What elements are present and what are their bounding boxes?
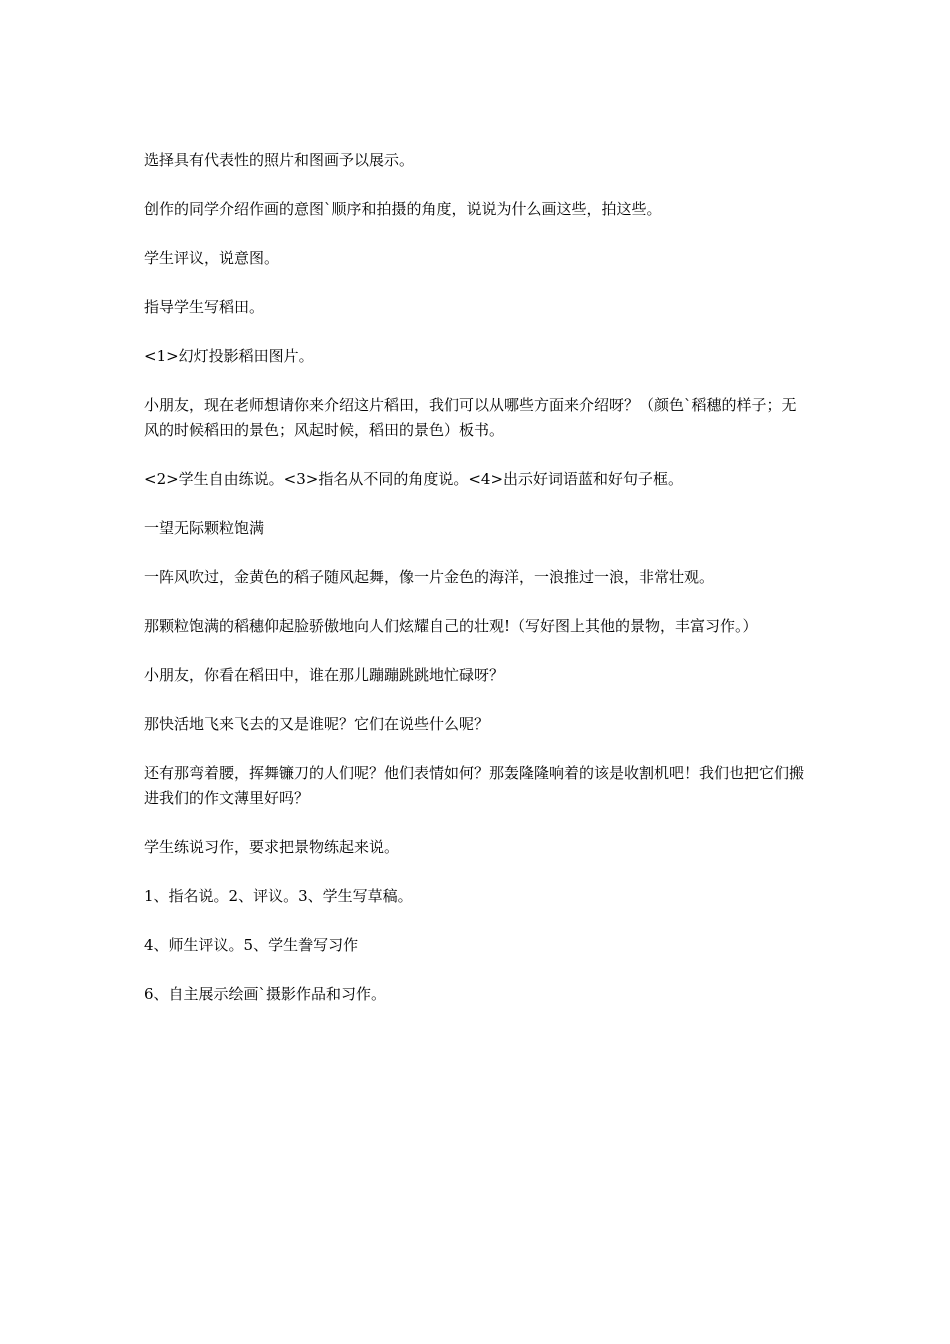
paragraph: 那颗粒饱满的稻穗仰起脸骄傲地向人们炫耀自己的壮观!（写好图上其他的景物，丰富习作。） [144, 617, 758, 635]
paragraph: <1>幻灯投影稻田图片。 [144, 347, 314, 365]
paragraph: 一阵风吹过，金黄色的稻子随风起舞，像一片金色的海洋，一浪推过一浪，非常壮观。 [144, 568, 715, 586]
document-body [144, 148, 809, 1031]
paragraph: 学生练说习作，要求把景物练起来说。 [144, 838, 400, 856]
paragraph: <2>学生自由练说。<3>指名从不同的角度说。<4>出示好词语蓝和好句子框。 [144, 470, 684, 488]
paragraph: 1、指名说。2、评议。3、学生写草稿。 [144, 887, 413, 905]
paragraph: 指导学生写稻田。 [144, 298, 265, 316]
paragraph: 那快活地飞来飞去的又是谁呢？它们在说些什么呢？ [144, 715, 490, 733]
paragraph: 选择具有代表性的照片和图画予以展示。 [144, 151, 415, 169]
paragraph: 创作的同学介绍作画的意图`顺序和拍摄的角度，说说为什么画这些，拍这些。 [144, 200, 662, 218]
paragraph: 还有那弯着腰，挥舞镰刀的人们呢？他们表情如何？那轰隆隆响着的该是收割机吧！我们也把它们搬进我们的作文薄里好吗？ [144, 764, 805, 807]
paragraph: 4、师生评议。5、学生誊写习作 [144, 936, 359, 954]
paragraph: 小朋友，你看在稻田中，谁在那儿蹦蹦跳跳地忙碌呀？ [144, 666, 505, 684]
paragraph: 6、自主展示绘画`摄影作品和习作。 [144, 985, 387, 1003]
paragraph: 小朋友，现在老师想请你来介绍这片稻田，我们可以从哪些方面来介绍呀？（颜色`稻穗的样子；无风的时候稻田的景色；风起时候，稻田的景色）板书。 [144, 396, 797, 439]
paragraph: 学生评议，说意图。 [144, 249, 280, 267]
paragraph: 一望无际颗粒饱满 [144, 519, 265, 537]
